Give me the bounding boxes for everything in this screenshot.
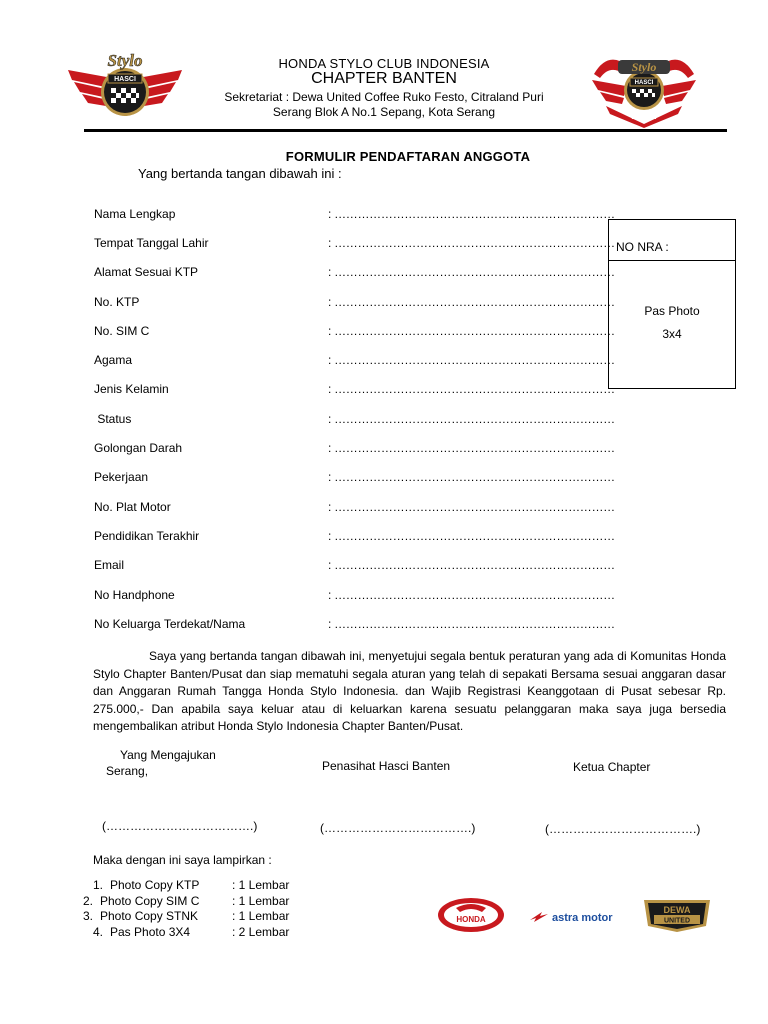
agreement-statement: Saya yang bertanda tangan dibawah ini, menyetujui segala bentuk peraturan yang ada di Komunitas Honda Stylo Chapter Banten/Pusat dan siap mematuhi segala aturan yang telah di sepakati Bersama sesuai anggaran dasar dan Anggaran Rumah Tangga Honda Stylo Indonesia. dan Wajib Registrasi Keanggotaan di Pusat sebesar Rp. 275.000,- Dan apabila saya keluar atau di keluarkan karena sesuatu pelanggaran maka saya juga bersedia mengembalikan atribut Honda Stylo Indonesia Chapter Banten/Pusat. <box>93 649 726 733</box>
field-input-email[interactable]: : ……………………………………………………………… <box>328 558 615 572</box>
field-input-agama[interactable]: : ……………………………………………………………… <box>328 353 615 367</box>
field-input-no-keluarga-terdekat[interactable]: : ……………………………………………………………… <box>328 617 615 631</box>
advisor-signature-blank[interactable]: (……………………………….) <box>320 821 476 835</box>
honda-logo-text: HONDA <box>456 915 486 924</box>
field-label-golongan-darah: Golongan Darah <box>94 441 183 455</box>
field-input-golongan-darah[interactable]: : ……………………………………………………………… <box>328 441 615 455</box>
field-input-tempat-tanggal-lahir[interactable]: : ……………………………………………………………… <box>328 236 615 250</box>
photo-box-divider <box>608 260 736 261</box>
field-label-nama-lengkap: Nama Lengkap <box>94 207 176 221</box>
astra-logo-text: astra motor <box>552 912 613 924</box>
secretariat-address-line-2: Serang Blok A No.1 Sepang, Kota Serang <box>272 105 496 119</box>
dewa-united-logo <box>640 896 714 934</box>
logo-right-badge-text: HASCI <box>634 80 654 86</box>
field-input-no-sim-c[interactable]: : ……………………………………………………………… <box>328 324 615 338</box>
form-title: FORMULIR PENDAFTARAN ANGGOTA <box>285 149 531 164</box>
logo-right-script-text: Stylo <box>631 60 657 74</box>
advisor-label: Penasihat Hasci Banten <box>322 759 451 773</box>
dewa-logo-text: DEWA <box>663 905 691 915</box>
pas-photo-size: 3x4 <box>662 327 682 341</box>
field-input-nama-lengkap[interactable]: : ……………………………………………………………… <box>328 207 615 221</box>
attachment-number: 2. <box>83 894 94 908</box>
attachment-name: Photo Copy STNK <box>100 909 199 923</box>
honda-wing-logo <box>436 896 506 934</box>
field-input-no-handphone[interactable]: : ……………………………………………………………… <box>328 588 615 602</box>
attachment-number: 3. <box>83 909 94 923</box>
attachment-number: 4. <box>93 925 104 939</box>
attachments-intro: Maka dengan ini saya lampirkan : <box>93 853 272 867</box>
pas-photo-label: Pas Photo <box>644 304 700 318</box>
applicant-label: Yang Mengajukan <box>120 748 216 762</box>
field-label-no-handphone: No Handphone <box>94 588 175 602</box>
field-label-pendidikan-terakhir: Pendidikan Terakhir <box>94 529 200 543</box>
field-label-alamat-ktp: Alamat Sesuai KTP <box>94 265 199 279</box>
applicant-signature-blank[interactable]: (……………………………….) <box>102 819 258 833</box>
attachment-qty: : 1 Lembar <box>232 894 290 908</box>
nra-label: NO NRA : <box>616 240 669 254</box>
chapter-name: CHAPTER BANTEN <box>311 70 457 87</box>
applicant-place: Serang, <box>106 764 149 778</box>
logo-right-bottom-text: BANTEN <box>631 115 657 121</box>
secretariat-address-line-1: Sekretariat : Dewa United Coffee Ruko Festo, Citraland Puri <box>224 90 544 104</box>
field-label-email: Email <box>94 558 125 572</box>
field-input-pekerjaan[interactable]: : ……………………………………………………………… <box>328 470 615 484</box>
field-label-tempat-tanggal-lahir: Tempat Tanggal Lahir <box>94 236 209 250</box>
form-intro: Yang bertanda tangan dibawah ini : <box>138 166 342 181</box>
field-input-status[interactable]: : ……………………………………………………………… <box>328 412 615 426</box>
field-label-status: Status <box>94 412 132 426</box>
header-divider <box>84 129 727 132</box>
attachment-name: Photo Copy SIM C <box>100 894 200 908</box>
field-input-no-plat-motor[interactable]: : ……………………………………………………………… <box>328 500 615 514</box>
field-label-no-plat-motor: No. Plat Motor <box>94 500 171 514</box>
chairman-signature-blank[interactable]: (……………………………….) <box>545 822 701 836</box>
logo-left-badge-text: HASCI <box>114 76 136 83</box>
field-input-pendidikan-terakhir[interactable]: : ……………………………………………………………… <box>328 529 615 543</box>
attachment-name: Photo Copy KTP <box>110 878 200 892</box>
attachment-qty: : 1 Lembar <box>232 909 290 923</box>
field-label-agama: Agama <box>94 353 133 367</box>
org-name: HONDA STYLO CLUB INDONESIA <box>278 56 490 71</box>
attachment-number: 1. <box>93 878 104 892</box>
field-label-pekerjaan: Pekerjaan <box>94 470 149 484</box>
field-label-no-keluarga-terdekat: No Keluarga Terdekat/Nama <box>94 617 246 631</box>
field-input-no-ktp[interactable]: : ……………………………………………………………… <box>328 295 615 309</box>
field-label-no-ktp: No. KTP <box>94 295 140 309</box>
field-input-jenis-kelamin[interactable]: : ……………………………………………………………… <box>328 382 615 396</box>
logo-left-script-text: Stylo <box>107 51 143 70</box>
united-logo-text: UNITED <box>663 917 691 925</box>
attachment-name: Pas Photo 3X4 <box>110 925 191 939</box>
astra-motor-logo <box>528 906 624 928</box>
field-input-alamat-ktp[interactable]: : ……………………………………………………………… <box>328 265 615 279</box>
field-label-jenis-kelamin: Jenis Kelamin <box>94 382 169 396</box>
field-label-no-sim-c: No. SIM C <box>94 324 150 338</box>
attachment-qty: : 2 Lembar <box>232 925 290 939</box>
chairman-label: Ketua Chapter <box>573 760 651 774</box>
attachment-qty: : 1 Lembar <box>232 878 290 892</box>
